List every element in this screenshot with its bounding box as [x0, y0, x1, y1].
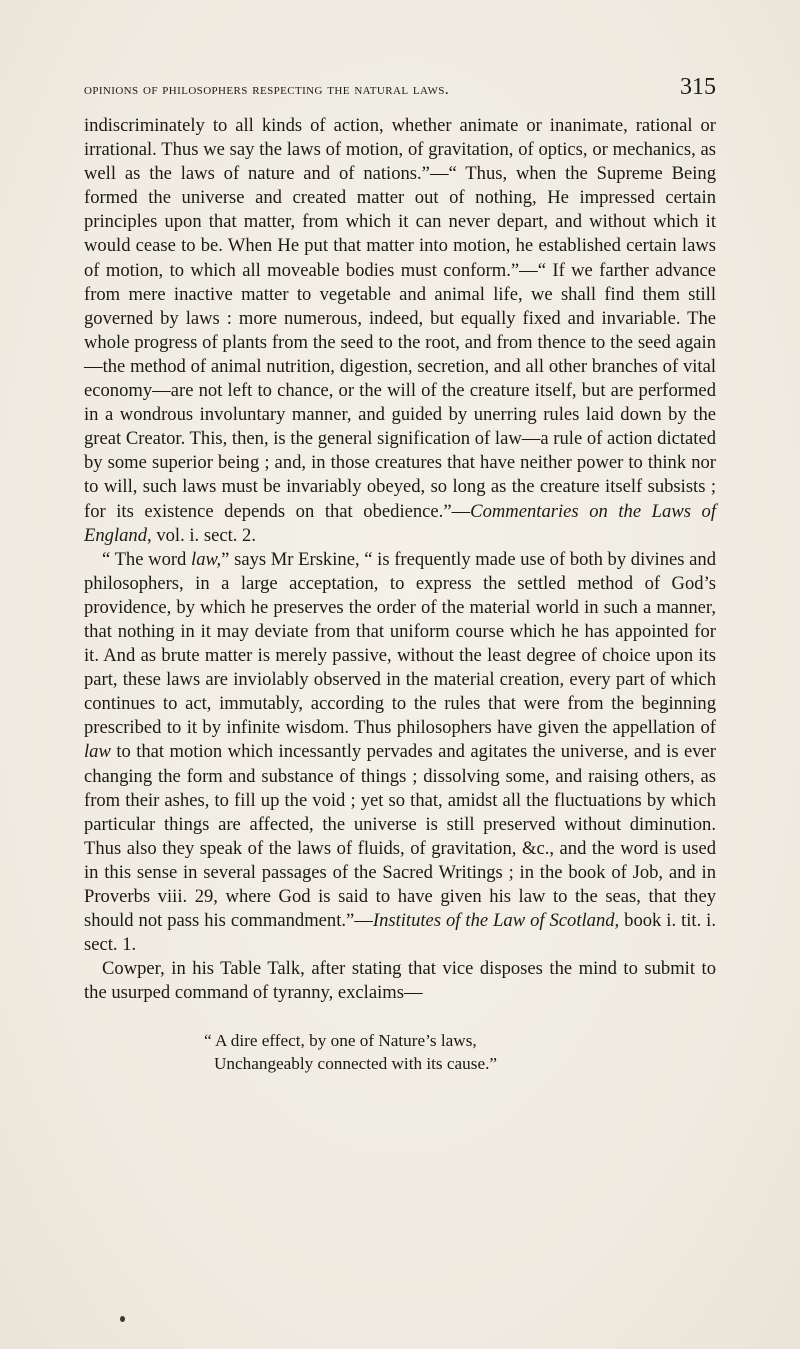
verse-line-2: Unchangeably connected with its cause.”: [214, 1054, 498, 1074]
verse-quotation: [204, 1029, 716, 1075]
citation-reference: book i. tit. i. sect. 1.: [84, 910, 716, 956]
emphasis-law: law: [84, 741, 111, 763]
paragraph-erskine-quote: [84, 548, 716, 958]
ink-speck: [120, 1316, 125, 1322]
running-title: opinions of philosophers respecting the natural laws.: [84, 80, 450, 98]
running-header: [84, 74, 716, 110]
paragraph-blackstone-quote: [84, 114, 716, 548]
citation-commentaries: Commentaries on the Laws of England,: [84, 500, 716, 546]
paragraph-text: ” says Mr Erskine, “ is frequently made use of both by divines and philosophers, in a large acceptation, to express the settled method of God’s providence, by which he preserves the order of the material world in such a manner, that nothing in it may deviate from that uniform course which he has appointed for it. And as brute matter is merely passive, without the least degree of choice upon its part, these laws are inviolably observed in the material creation, every part of which continues to act, immutably, according to the rules that were from the beginning prescribed to it by infinite wisdom. Thus philosophers have given the appellation of: [84, 548, 717, 739]
citation-institutes: Institutes of the Law of Scotland,: [372, 910, 620, 932]
paragraph-text: to that motion which incessantly pervades and agitates the universe, and is ever changing the form and substance of things ; dissolving some, and raising others, as from their ashes, to fill up the void ; yet so that, amidst all the fluctuations by which particular things are affected, the universe is still preserved without diminution. Thus also they speak of the laws of fluids, of gravitation, &c., and the word is used in this sense in several passages of the Sacred Writings ; in the book of Job, and in Proverbs viii. 29, where God is said to have given his law to the seas, that they should not pass his commandment.”—: [84, 741, 716, 932]
citation-reference: vol. i. sect. 2.: [151, 524, 256, 546]
page-number: 315: [680, 74, 716, 100]
paragraph-cowper: [84, 957, 716, 1005]
paragraph-text: “ The word: [102, 548, 192, 570]
verse-line-1: “ A dire effect, by one of Nature’s laws,: [204, 1031, 477, 1051]
emphasis-law: law,: [191, 548, 222, 570]
paragraph-text: indiscriminately to all kinds of action, whether animate or inanimate, rational or irrational. Thus we say the laws of motion, of gravitation, of optics, or mechanics, as well as the laws of nature and of nations.”—“ Thus, when the Supreme Being formed the universe and created matter out of nothing, He impressed certain principles upon that matter, from which it can never depart, and without which it would cease to be. When He put that matter into motion, he established certain laws of motion, to which all moveable bodies must conform.”—“ If we farther advance from mere inactive matter to vegetable and animal life, we shall find them still governed by laws : more numerous, indeed, but equally fixed and invariable. The whole progress of plants from the seed to the root, and from thence to the seed again—the method of animal nutrition, digestion, secretion, and all other branches of vital economy—are not left to chance, or the will of the creature itself, but are performed in a wondrous involuntary manner, and guided by unerring rules laid down by the great Creator. This, then, is the general signification of law—a rule of action dictated by some superior being ; and, in those creatures that have neither power to think nor to will, such laws must be invariably obeyed, so long as the creature itself subsists ; for its existence depends on that obedience.”—: [84, 115, 716, 522]
paragraph-text: Cowper, in his Table Talk, after stating that vice disposes the mind to submit to the usurped command of tyranny, exclaims—: [84, 958, 716, 1004]
body-text: [84, 114, 716, 1075]
